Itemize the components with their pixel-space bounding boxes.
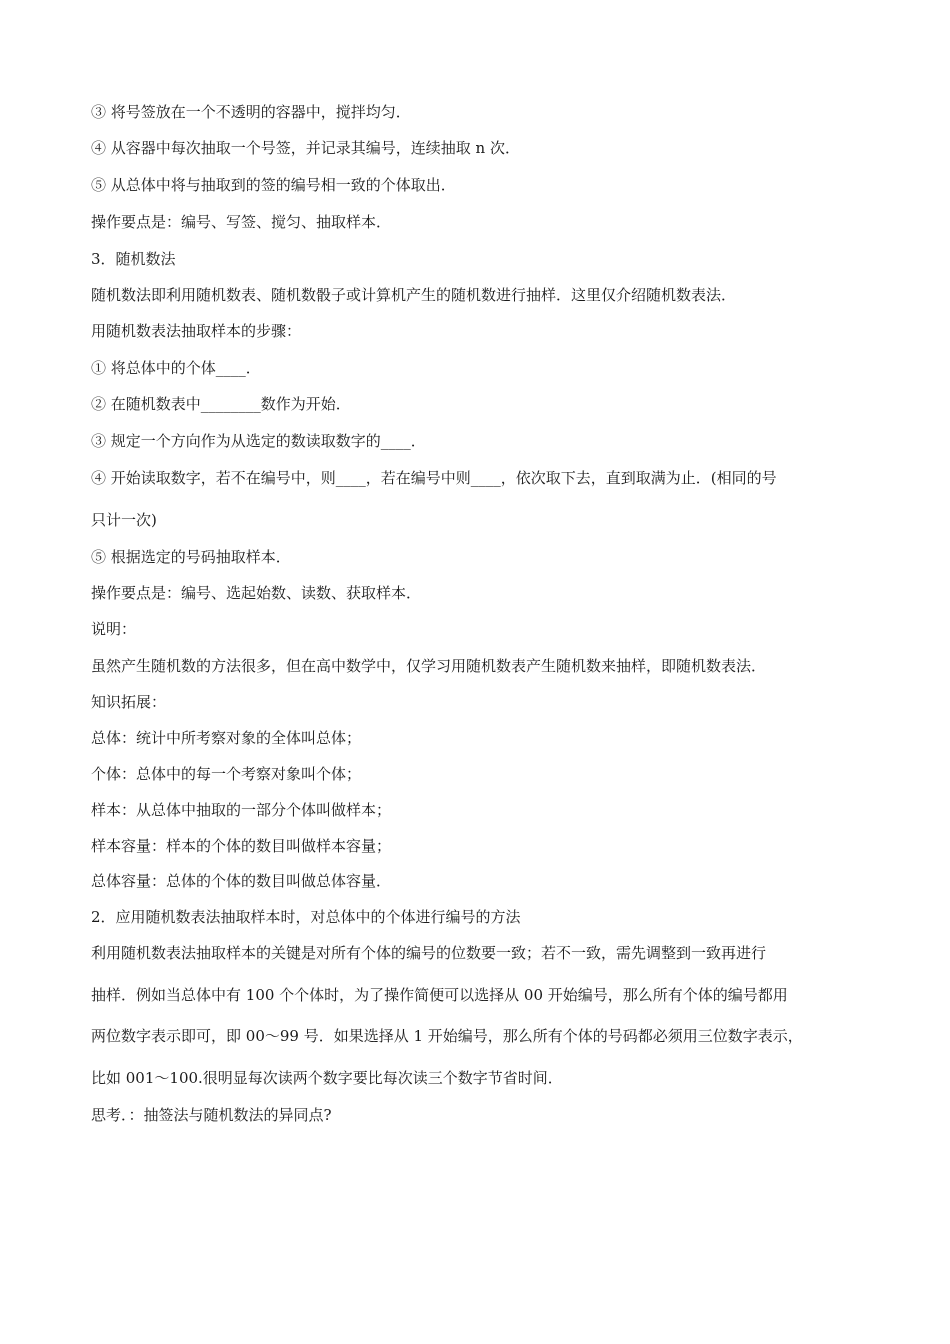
section-heading: 2．应用随机数表法抽取样本时，对总体中的个体进行编号的方法 <box>91 908 521 926</box>
text-line: 利用随机数表法抽取样本的关键是对所有个体的编号的位数要一致；若不一致，需先调整到一致再进行 <box>91 944 767 962</box>
section-heading: 3．随机数法 <box>91 250 176 268</box>
text-line: 样本：从总体中抽取的一部分个体叫做样本； <box>91 801 392 819</box>
text-line: 虽然产生随机数的方法很多，但在高中数学中，仅学习用随机数表产生随机数来抽样，即随机数表法． <box>91 657 767 675</box>
text-line: ⑤ 根据选定的号码抽取样本． <box>91 548 291 566</box>
text-line: 样本容量：样本的个体的数目叫做样本容量； <box>91 837 392 855</box>
text-line: ③ 将号签放在一个不透明的容器中，搅拌均匀． <box>91 103 411 121</box>
text-line: 两位数字表示即可，即 00～99 号．如果选择从 1 开始编号，那么所有个体的号码都必须用三位数字表示， <box>91 1027 803 1045</box>
text-line: ④ 开始读取数字，若不在编号中，则____，若在编号中则____，依次取下去，直到取满为止．(相同的号 <box>91 469 777 487</box>
text-line: 个体：总体中的每一个考察对象叫个体； <box>91 765 362 783</box>
text-line: 操作要点是：编号、写签、搅匀、抽取样本． <box>91 213 392 231</box>
text-line: 用随机数表法抽取样本的步骤： <box>91 322 302 340</box>
text-line: 抽样．例如当总体中有 100 个个体时，为了操作简便可以选择从 00 开始编号，那么所有个体的编号都用 <box>91 986 788 1004</box>
text-line: 随机数法即利用随机数表、随机数骰子或计算机产生的随机数进行抽样．这里仅介绍随机数表法． <box>91 286 737 304</box>
text-line: 知识拓展： <box>91 693 167 711</box>
text-line: ① 将总体中的个体____． <box>91 359 261 377</box>
text-line: 思考．：抽签法与随机数法的异同点? <box>91 1106 332 1124</box>
text-line: 说明： <box>91 620 137 638</box>
text-line: ③ 规定一个方向作为从选定的数读取数字的____． <box>91 432 426 450</box>
text-line: 操作要点是：编号、选起始数、读数、获取样本． <box>91 584 422 602</box>
text-line: 总体容量：总体的个体的数目叫做总体容量． <box>91 872 392 890</box>
text-line: ⑤ 从总体中将与抽取到的签的编号相一致的个体取出． <box>91 176 456 194</box>
text-line: ② 在随机数表中________数作为开始． <box>91 395 351 413</box>
text-line: 只计一次) <box>91 511 157 529</box>
text-line: 总体：统计中所考察对象的全体叫总体； <box>91 729 362 747</box>
text-line: 比如 001～100.很明显每次读两个数字要比每次读三个数字节省时间． <box>91 1069 563 1087</box>
text-line: ④ 从容器中每次抽取一个号签，并记录其编号，连续抽取 n 次． <box>91 139 520 157</box>
